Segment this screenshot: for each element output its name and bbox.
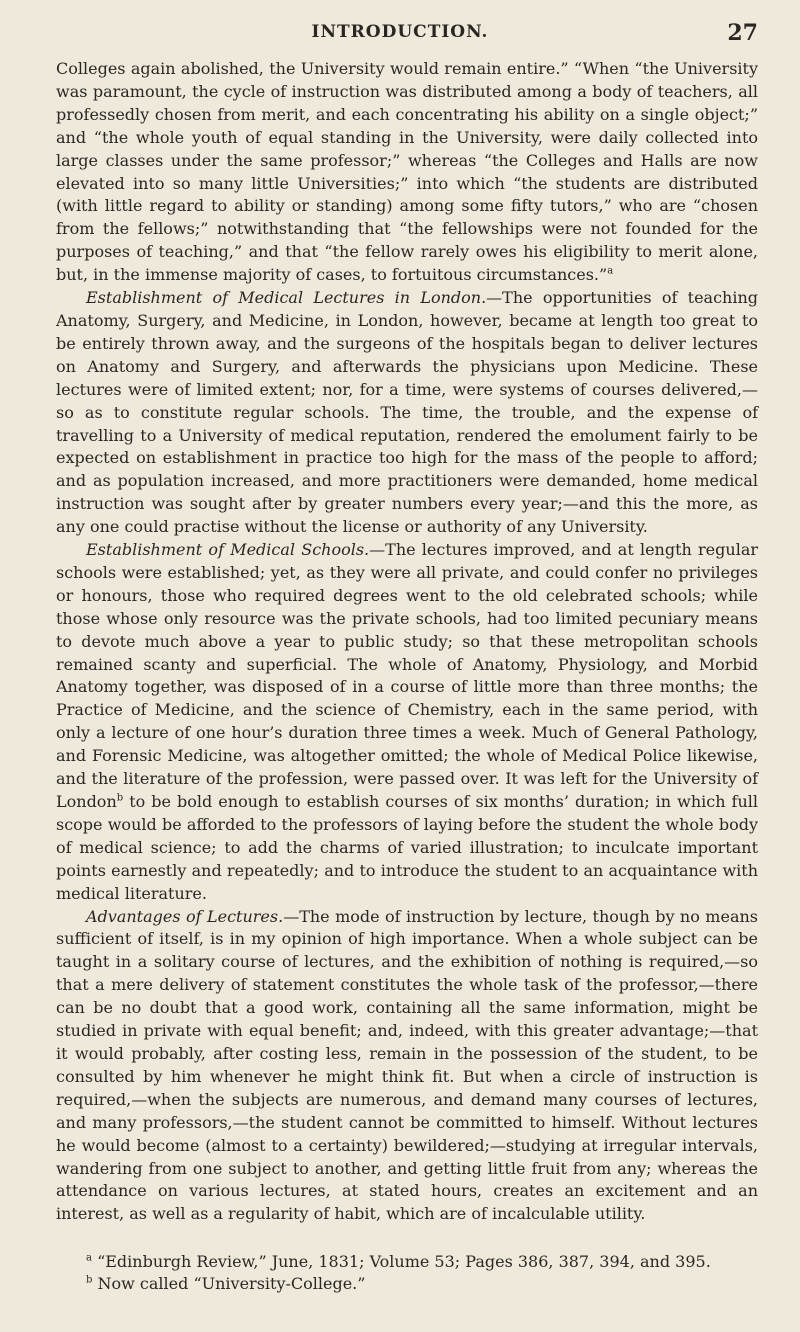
footnote-b [86, 1273, 766, 1295]
footnote-ref-a[interactable]: a [607, 265, 614, 277]
section-heading-medical-lectures: Establishment of Medical Lectures in London.— [86, 288, 503, 308]
paragraph-2 [56, 287, 758, 539]
footnote-a [86, 1251, 766, 1273]
paragraph-text-continued: to be bold enough to establish courses of six months’ duration; in which full scope would be afforded to the professors of laying before the student the whole body of medical science; to add the charms of varied illustration; to inculcate important points earnestly and repeatedly; and to introduce the student to an acquaintance with medical literature. [56, 792, 758, 903]
footnote-mark: b [86, 1274, 93, 1286]
page-number: 27 [727, 20, 758, 46]
paragraph-3 [56, 539, 758, 906]
running-title: INTRODUCTION. [311, 22, 489, 42]
section-heading-advantages: Advantages of Lectures.— [86, 906, 300, 926]
footnote-text: Now called “University-College.” [97, 1274, 366, 1293]
paragraph-1 [56, 58, 758, 287]
paragraph-text: The opportunities of teaching Anatomy, Surgery, and Medicine, in London, however, became at length too great to be entirely thrown away, and the surgeons of the hospitals began to deliver lectures on Anatomy and Surgery, and afterwards the physicians upon Medicine. These lectures were of limited extent; nor, for a time, were systems of courses delivered,—so as to constitute regular schools. The time, the trouble, and the expense of travelling to a University of medical reputation, rendered the emolument fairly to be expected on establishment in practice too high for the mass of the people to afford; and as population increased, and more practitioners were demanded, home medical instruction was sought after by greater numbers every year;—and this the more, as any one could practise without the license or authority of any University. [56, 288, 759, 537]
body-text [56, 58, 758, 1226]
paragraph-4 [56, 906, 758, 1227]
paragraph-text: The lectures improved, and at length regular schools were established; yet, as they were all private, and could confer no privileges or honours, those who required degrees went to the old celebrated schools; while those whose only resource was the private schools, had too limited pecuniary means to devote much above a year to public study; so that these metropolitan schools remained scanty and superficial. The whole of Anatomy, Physiology, and Morbid Anatomy together, was disposed of in a course of little more than three months; the Practice of Medicine, and the science of Chemistry, each in the same period, with only a lecture of one hour’s duration three times a week. Much of General Pathology, and Forensic Medicine, was altogether omitted; the whole of Medical Police likewise, and the literature of the profession, were passed over. It was left for the University of London [56, 540, 759, 811]
footnote-mark: a [86, 1252, 92, 1264]
section-heading-medical-schools: Establishment of Medical Schools.— [86, 540, 386, 560]
paragraph-text: Colleges again abolished, the University would remain entire.” “When “the University was paramount, the cycle of instruction was distributed among a body of teachers, all professedly chosen from merit, and each concentrating his ability on a single object;” and “the whole youth of equal standing in the University, were daily collected into large classes under the same professor;” whereas “the Colleges and Halls are now elevated into so many little Universities;” into which “the students are distributed (with little regard to ability or standing) among some fifty tutors,” who are “chosen from the fellows;” notwithstanding that “the fellowships were not founded for the purposes of teaching,” and that “the fellow rarely owes his eligibility to merit alone, but, in the immense majority of cases, to fortuitous circumstances.” [56, 59, 758, 285]
paragraph-text: The mode of instruction by lecture, though by no means sufficient of itself, is in my opinion of high importance. When a whole subject can be taught in a solitary course of lectures, and the exhibition of nothing is required,—so that a mere delivery of statement constitutes the whole task of the professor,—there can be no doubt that a good work, containing all the same information, might be studied in private with equal benefit; and, indeed, with this greater advantage;—that it would probably, after costing less, remain in the possession of the student, to be consulted by him whenever he might think fit. But when a circle of instruction is required,—when the subjects are numerous, and demand many courses of lectures, and many professors,—the student cannot be committed to himself. Without lectures he would become (almost to a certainty) bewildered;—studying at irregular intervals, wandering from one subject to another, and getting little fruit from any; whereas the attendance on various lectures, at stated hours, creates an excitement and an interest, as well as a regularity of habit, which are of incalculable utility. [56, 906, 758, 1224]
footnote-text: “Edinburgh Review,” June, 1831; Volume 53; Pages 386, 387, 394, and 395. [97, 1252, 711, 1271]
page-header [0, 20, 800, 50]
footnotes [86, 1251, 766, 1295]
footnote-ref-b[interactable]: b [116, 792, 124, 804]
